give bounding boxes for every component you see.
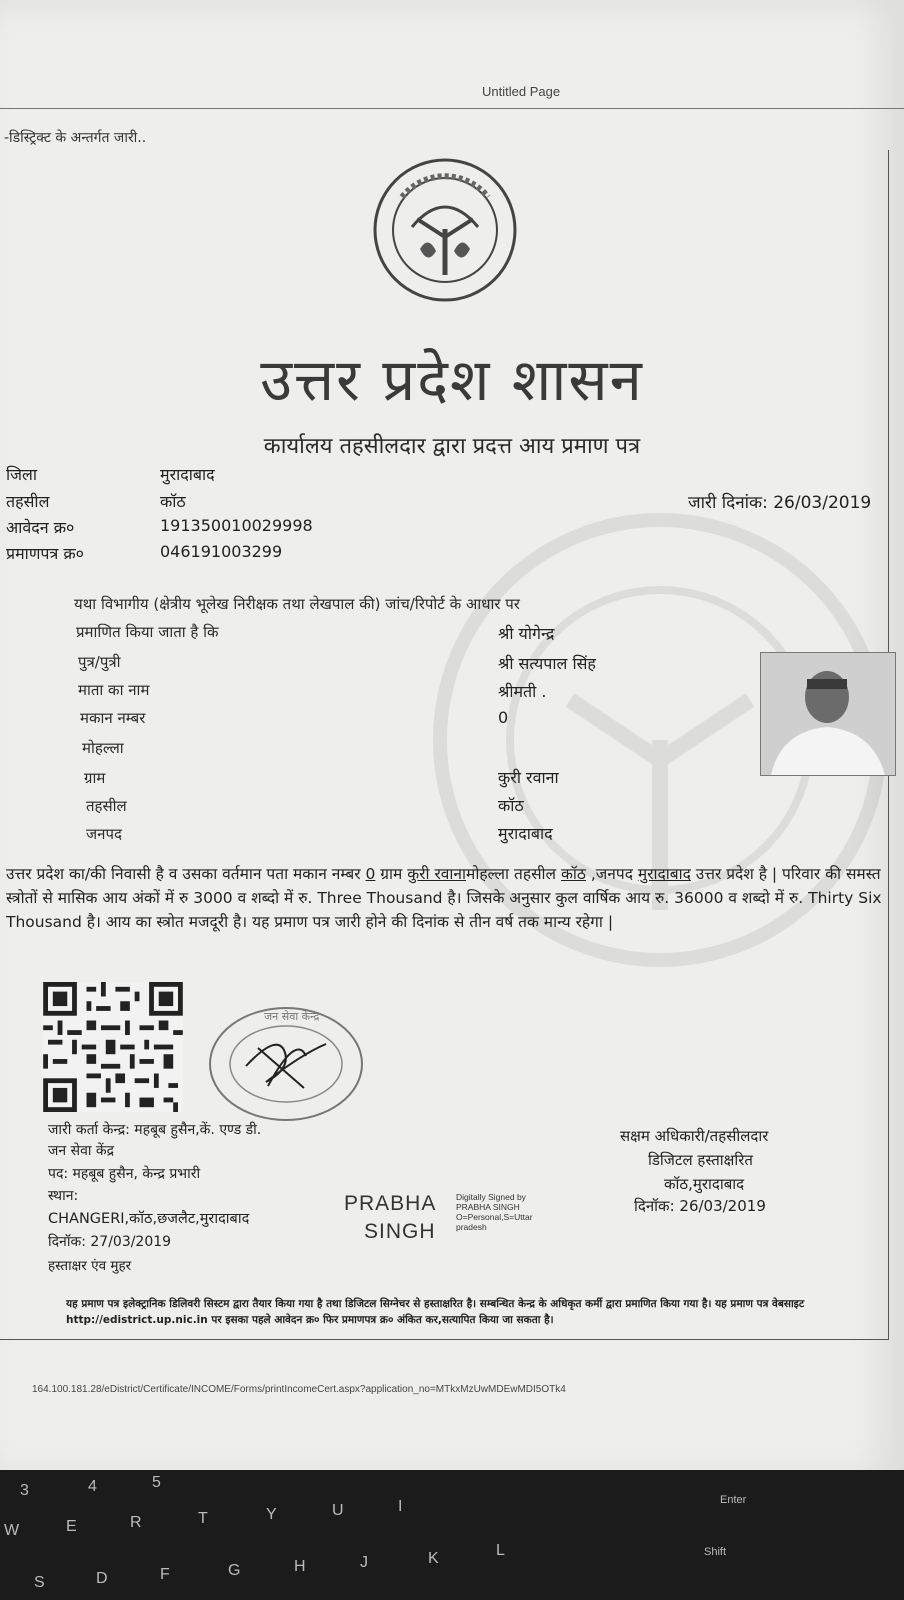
key-s: S bbox=[34, 1574, 45, 1591]
up-emblem-icon bbox=[372, 157, 518, 303]
key-3: 3 bbox=[20, 1482, 29, 1499]
issuer-place: CHANGERI,कॉठ,छजलैट,मुरादाबाद bbox=[48, 1211, 250, 1227]
key-shift: Shift bbox=[704, 1546, 727, 1558]
issuer-post: पद: महबूब हुसैन, केन्द्र प्रभारी bbox=[48, 1166, 201, 1182]
tehsil-label: तहसील bbox=[6, 492, 50, 511]
child-of-label: पुत्र/पुत्री bbox=[78, 653, 121, 671]
key-4: 4 bbox=[88, 1478, 97, 1495]
header-divider bbox=[0, 108, 904, 109]
issue-date: जारी दिनांक: 26/03/2019 bbox=[688, 493, 872, 513]
intro-line: यथा विभागीय (क्षेत्रीय भूलेख निरीक्षक तथा लेखपाल की) जांच/रिपोर्ट के आधार पर bbox=[74, 595, 520, 613]
para-part-5: उत्तर प्रदेश है | परिवार की समस्त स्त्रोतों से मासिक आय अंकों में रु 3000 व शब्दो में रु. Three Thousand है। जिसके अनुसार कुल वार्षिक आय रु. 36000 व शब्दो में रु. Thirty Six Thousand है। आय का स्त्रोत मजदूरी है। यह प्रमाण पत्र जारी होने की दिनांक से तीन वर्ष तक मान्य रहेगा | bbox=[6, 865, 882, 931]
page-title: Untitled Page bbox=[482, 84, 561, 99]
keyboard-background bbox=[0, 1470, 904, 1600]
issuer-date: दिनॉक: 27/03/2019 bbox=[48, 1234, 172, 1250]
para-house: 0 bbox=[365, 865, 376, 883]
key-i: I bbox=[398, 1498, 403, 1515]
para-part-4: ,जनपद bbox=[585, 865, 638, 883]
key-enter: Enter bbox=[720, 1494, 747, 1506]
certificate-subtitle: कार्यालय तहसीलदार द्वारा प्रदत्त आय प्रमाण पत्र bbox=[263, 434, 641, 459]
certificate-paragraph bbox=[6, 862, 886, 934]
government-title: उत्तर प्रदेश शासन bbox=[260, 346, 644, 414]
certified-label: प्रमाणित किया जाता है कि bbox=[76, 623, 219, 641]
authority-title: सक्षम अधिकारी/तहसीलदार bbox=[620, 1127, 769, 1145]
para-part-2: ग्राम bbox=[375, 865, 408, 883]
applicant-photo bbox=[760, 652, 896, 776]
digital-sign-line2: PRABHA SINGH bbox=[456, 1202, 520, 1212]
digital-sign-line3: O=Personal,S=Uttar bbox=[456, 1212, 533, 1222]
mohalla-label: मोहल्ला bbox=[82, 739, 124, 757]
application-number: 191350010029998 bbox=[160, 516, 313, 535]
para-tehsil: कॉठ bbox=[561, 865, 586, 883]
key-k: K bbox=[428, 1550, 439, 1567]
village-label: ग्राम bbox=[84, 769, 106, 787]
certificate-number: 046191003299 bbox=[160, 542, 283, 561]
seal-text: जन सेवा केन्द्र bbox=[264, 1010, 320, 1023]
certificate-label: प्रमाणपत्र क्र० bbox=[6, 544, 84, 563]
district-value: मुरादाबाद bbox=[160, 465, 215, 484]
key-g: G bbox=[228, 1562, 241, 1579]
key-d: D bbox=[96, 1570, 108, 1587]
key-u: U bbox=[332, 1502, 344, 1519]
key-l: L bbox=[496, 1542, 505, 1559]
house-label: मकान नम्बर bbox=[80, 709, 146, 727]
tehsil-value: कॉठ bbox=[160, 492, 186, 511]
key-r: R bbox=[130, 1514, 142, 1531]
digital-sign-line4: pradesh bbox=[456, 1222, 487, 1232]
mother-name: श्रीमती . bbox=[498, 682, 547, 701]
para-part-3: मोहल्ला तहसील bbox=[466, 865, 561, 883]
district-note: -डिस्ट्रिक्ट के अन्तर्गत जारी.. bbox=[4, 130, 147, 146]
digital-sign-line1: Digitally Signed by bbox=[456, 1192, 526, 1202]
application-label: आवेदन क्र० bbox=[6, 518, 75, 537]
para-village: कुरी रवाना bbox=[407, 865, 467, 883]
key-h: H bbox=[294, 1558, 306, 1575]
tehsil-row-label: तहसील bbox=[86, 797, 127, 815]
issuer-place-label: स्थान: bbox=[48, 1188, 79, 1204]
authority-date: दिनॉक: 26/03/2019 bbox=[634, 1197, 766, 1215]
key-j: J bbox=[360, 1554, 368, 1571]
key-y: Y bbox=[266, 1506, 277, 1523]
authority-digital: डिजिटल हस्ताक्षरित bbox=[648, 1151, 753, 1169]
para-part-1: उत्तर प्रदेश का/की निवासी है व उसका वर्तमान पता मकान नम्बर bbox=[6, 865, 366, 883]
para-janpad: मुरादाबाद bbox=[637, 865, 691, 883]
authority-place: कॉठ,मुरादाबाद bbox=[664, 1175, 745, 1193]
key-t: T bbox=[198, 1510, 208, 1527]
village-name: कुरी रवाना bbox=[498, 768, 559, 787]
tehsil-name: कॉठ bbox=[498, 796, 524, 815]
janpad-name: मुरादाबाद bbox=[498, 824, 553, 843]
print-url: 164.100.181.28/eDistrict/Certificate/INCOME/Forms/printIncomeCert.aspx?application_no=MTkxMzUwMDEwMDI5OTk4 bbox=[32, 1384, 566, 1395]
signer-name-line2: SINGH bbox=[364, 1220, 436, 1243]
issuer-center: जारी कर्ता केन्द्र: महबूब हुसैन,कें. एण्ड डी. bbox=[48, 1122, 262, 1138]
holder-name: श्री योगेन्द्र bbox=[498, 624, 555, 643]
janpad-label: जनपद bbox=[86, 825, 122, 843]
seal-stamp-icon bbox=[206, 1004, 366, 1124]
signer-name-line1: PRABHA bbox=[344, 1192, 437, 1215]
issuer-service: जन सेवा केंद्र bbox=[48, 1143, 115, 1159]
mother-label: माता का नाम bbox=[78, 681, 150, 699]
district-label: जिला bbox=[6, 465, 38, 484]
sign-seal-note: हस्ताक्षर एंव मुहर bbox=[48, 1258, 132, 1274]
key-f: F bbox=[160, 1566, 170, 1583]
verification-footnote: यह प्रमाण पत्र इलेक्ट्रानिक डिलिवरी सिस्टम द्वारा तैयार किया गया है तथा डिजिटल सिग्नेचर से हस्ताक्षरित है। सम्बन्धित केन्द्र के अधिकृत कर्मी द्वारा प्रमाणित किया गया है। यह प्रमाण पत्र वेबसाइट http://edistrict.up.nic.in पर इसका पहले आवेदन क्र० फिर प्रमाणपत्र क्र० अंकित कर,सत्यापित किया जा सकता है। bbox=[66, 1298, 805, 1326]
father-name: श्री सत्यपाल सिंह bbox=[498, 654, 596, 673]
key-e: E bbox=[66, 1518, 77, 1535]
qr-code-icon bbox=[42, 982, 184, 1112]
key-5: 5 bbox=[152, 1474, 161, 1491]
key-w: W bbox=[4, 1522, 20, 1539]
certificate-frame-bottom bbox=[0, 1339, 888, 1340]
house-number: 0 bbox=[498, 708, 509, 727]
